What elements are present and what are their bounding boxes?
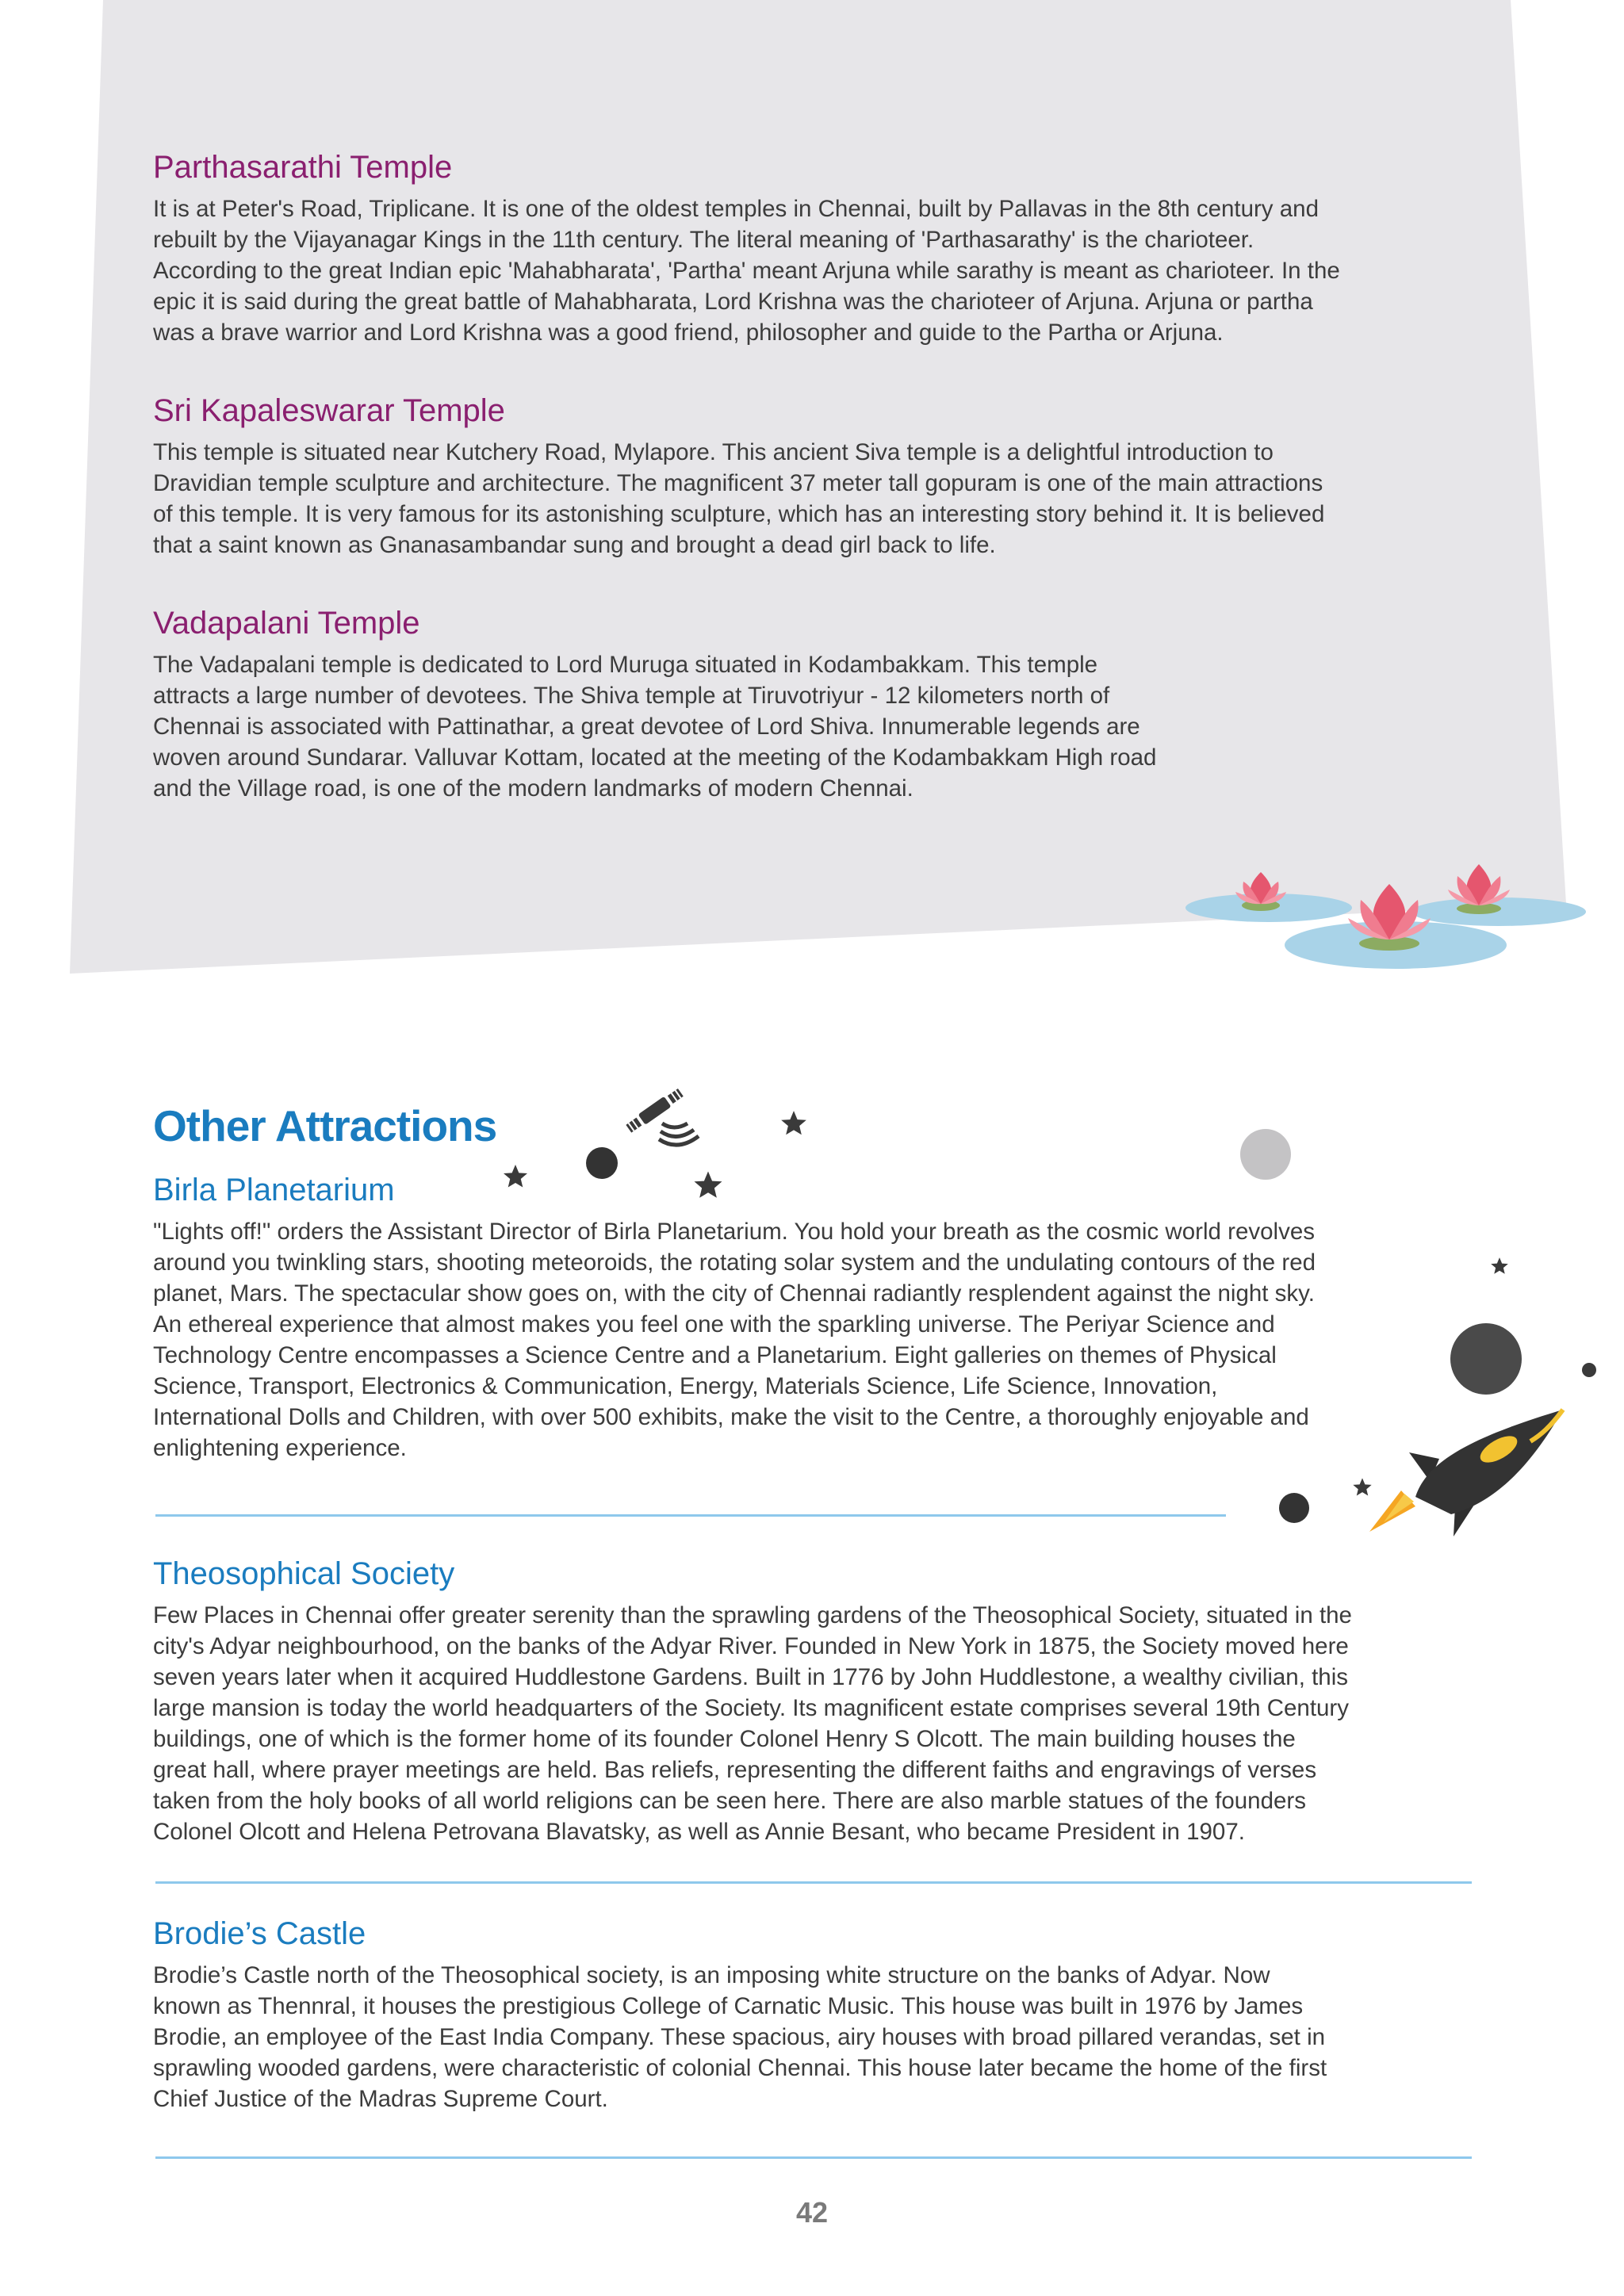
attraction-description [153, 1600, 1501, 1847]
temple-description [153, 649, 1422, 804]
section-divider [155, 1514, 1226, 1517]
text-line: rebuilt by the Vijayanagar Kings in the 11th century. The literal meaning of 'Parthasarathy' is the charioteer. [153, 227, 1254, 253]
text-line: great hall, where prayer meetings are held. Bas reliefs, representing the different faiths and engravings of verses [153, 1757, 1317, 1783]
attraction-description [153, 1960, 1501, 2114]
temple-title: Sri Kapaleswarar Temple [153, 393, 505, 428]
text-line: This temple is situated near Kutchery Road, Mylapore. This ancient Siva temple is a delightful introduction to [153, 439, 1274, 465]
attraction-section-brodies-castle [153, 1915, 1501, 2114]
text-line: epic it is said during the great battle of Mahabharata, Lord Krishna was the charioteer of Arjuna. Arjuna or partha [153, 289, 1313, 315]
text-line: Colonel Olcott and Helena Petrovana Blavatsky, as well as Annie Besant, who became President in 1907. [153, 1819, 1245, 1845]
text-line: Dravidian temple sculpture and architecture. The magnificent 37 meter tall gopuram is one of the main attractions [153, 470, 1323, 496]
text-line: "Lights off!" orders the Assistant Director of Birla Planetarium. You hold your breath as the cosmic world revolves [153, 1219, 1315, 1245]
text-line: planet, Mars. The spectacular show goes on, with the city of Chennai radiantly resplendent against the night sky. [153, 1280, 1315, 1307]
attraction-title: Theosophical Society [153, 1556, 455, 1591]
page-number: 42 [795, 2196, 829, 2229]
attraction-title: Brodie’s Castle [153, 1916, 366, 1951]
text-line: was a brave warrior and Lord Krishna was a good friend, philosopher and guide to the Partha or Arjuna. [153, 320, 1224, 346]
attraction-description [153, 1216, 1501, 1464]
text-line: The Vadapalani temple is dedicated to Lord Muruga situated in Kodambakkam. This temple [153, 652, 1098, 678]
attraction-section-theosophical-society [153, 1556, 1501, 1847]
temple-title: Vadapalani Temple [153, 606, 420, 641]
text-line: woven around Sundarar. Valluvar Kottam, located at the meeting of the Kodambakkam High road [153, 744, 1157, 771]
text-line: International Dolls and Children, with over 500 exhibits, make the visit to the Centre, a thoroughly enjoyable and [153, 1404, 1309, 1430]
text-line: known as Thennral, it houses the prestigious College of Carnatic Music. This house was built in 1976 by James [153, 1993, 1304, 2019]
temple-title: Parthasarathi Temple [153, 150, 453, 185]
other-attractions-heading: Other Attractions [153, 1101, 497, 1150]
text-line: Brodie, an employee of the East India Company. These spacious, airy houses with broad pillared verandas, set in [153, 2024, 1326, 2050]
satellite-icon [615, 1074, 702, 1150]
planet-icon [1278, 1492, 1310, 1524]
text-line: large mansion is today the world headquarters of the Society. Its magnificent estate comprises several 19th Century [153, 1695, 1350, 1721]
text-line: An ethereal experience that almost makes you feel one with the sparkling universe. The Periyar Science and [153, 1311, 1275, 1337]
section-divider [155, 1881, 1472, 1884]
lotus-icon [1182, 848, 1594, 975]
text-line: seven years later when it acquired Huddlestone Gardens. Built in 1776 by John Huddlestone, a wealthy civilian, this [153, 1664, 1349, 1690]
temple-section-parthasarathi [153, 149, 1501, 348]
temple-section-kapaleswarar [153, 392, 1501, 561]
text-line: Few Places in Chennai offer greater serenity than the sprawling gardens of the Theosophical Society, situated in the [153, 1602, 1352, 1628]
temple-description [153, 437, 1501, 561]
text-line: attracts a large number of devotees. The Shiva temple at Tiruvotriyur - 12 kilometers north of [153, 683, 1110, 709]
text-line: Chief Justice of the Madras Supreme Court. [153, 2086, 608, 2112]
text-line: taken from the holy books of all world religions can be seen here. There are also marble statues of the founders [153, 1788, 1306, 1814]
star-icon [779, 1108, 809, 1138]
planet-icon [1581, 1362, 1597, 1378]
text-line: around you twinkling stars, shooting meteoroids, the rotating solar system and the undulating contours of the red [153, 1249, 1316, 1276]
section-divider [155, 2156, 1472, 2159]
temple-description [153, 193, 1501, 348]
temple-section-vadapalani [153, 605, 1422, 804]
text-line: city's Adyar neighbourhood, on the banks of the Adyar River. Founded in New York in 1875, the Society moved here [153, 1633, 1349, 1659]
text-line: and the Village road, is one of the modern landmarks of modern Chennai. [153, 775, 914, 802]
text-line: enlightening experience. [153, 1435, 407, 1461]
text-line: According to the great Indian epic 'Mahabharata', 'Partha' meant Arjuna while sarathy is meant as charioteer. In the [153, 258, 1340, 284]
attraction-section-birla-planetarium [153, 1172, 1501, 1464]
text-line: Chennai is associated with Pattinathar, a great devotee of Lord Shiva. Innumerable legends are [153, 714, 1140, 740]
text-line: sprawling wooded gardens, were characteristic of colonial Chennai. This house later became the home of the first [153, 2055, 1327, 2081]
text-line: Science, Transport, Electronics & Communication, Energy, Materials Science, Life Science, Innovation, [153, 1373, 1218, 1399]
text-line: Brodie’s Castle north of the Theosophical society, is an imposing white structure on the banks of Adyar. Now [153, 1962, 1270, 1988]
text-line: buildings, one of which is the former home of its founder Colonel Henry S Olcott. The main building houses the [153, 1726, 1296, 1752]
text-line: that a saint known as Gnanasambandar sung and brought a dead girl back to life. [153, 532, 996, 558]
text-line: It is at Peter's Road, Triplicane. It is one of the oldest temples in Chennai, built by Pallavas in the 8th century and [153, 196, 1319, 222]
text-line: of this temple. It is very famous for its astonishing sculpture, which has an interesting story behind it. It is believed [153, 501, 1325, 527]
attraction-title: Birla Planetarium [153, 1173, 395, 1207]
text-line: Technology Centre encompasses a Science Centre and a Planetarium. Eight galleries on themes of Physical [153, 1342, 1277, 1368]
